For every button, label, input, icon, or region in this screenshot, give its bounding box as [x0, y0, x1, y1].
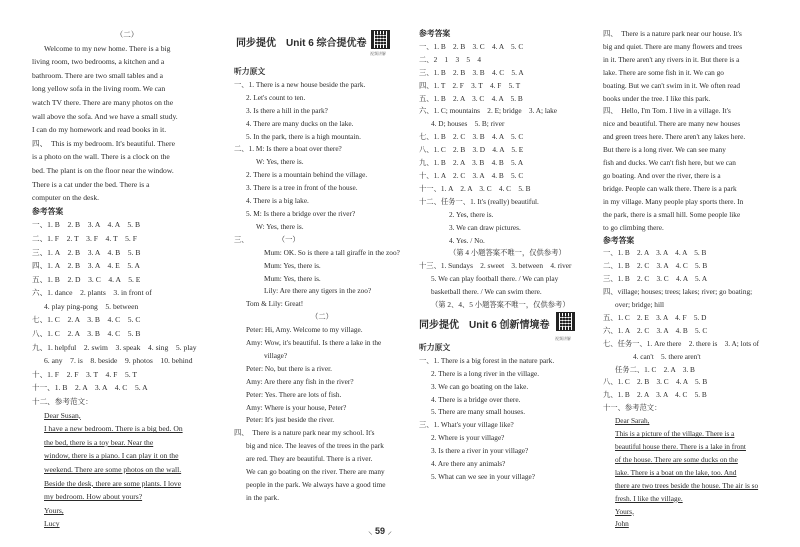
answer-line: 6. any 7. is 8. beside 9. photos 10. behind [44, 356, 193, 366]
text-line: big and quiet. There are many flowers and trees [603, 41, 743, 51]
letter-line: I have a new bedroom. There is a big bed. On [44, 424, 183, 434]
letter-line: John [615, 519, 629, 529]
text-line: bridge. People can walk there. There is a park [603, 183, 737, 193]
text-line: 5. What can we see in your village? [431, 472, 536, 481]
column-3 [419, 28, 595, 484]
text-line: nice and beautiful. There are many new houses [603, 119, 741, 129]
text-line: computer on the desk. [32, 193, 100, 203]
listening-heading: 听力原文 [419, 342, 451, 352]
letter-line: beautiful house there. There is a lake in front [615, 442, 746, 451]
column-2 [234, 66, 410, 505]
text-line: 一、1. There is a big forest in the nature park. [419, 355, 555, 365]
column-4 [603, 28, 779, 531]
answer-line: 七、1. C 2. A 3. B 4. C 5. C [32, 315, 141, 325]
answer-line: 九、1. helpful 2. swim 3. speak 4. sing 5. play [32, 342, 197, 352]
text-line: lake. There are some fish in it. We can go [603, 67, 724, 77]
answer-line: 五、1. B 2. A 3. C 4. A 5. B [419, 93, 523, 103]
answer-line: 八、1. C 2. B 3. C 4. A 5. B [603, 377, 708, 387]
answer-line: 四、village; houses; trees; lakes; river; go boating; [603, 287, 753, 297]
column-1 [32, 28, 222, 531]
qr-code-icon[interactable] [556, 312, 575, 331]
passage-number: （二） [115, 30, 139, 39]
page-number-value: 59 [375, 526, 386, 536]
text-line: Mum: Yes, there is. [264, 260, 321, 270]
text-line: W: Yes, there is. [256, 221, 304, 231]
text-line: people in the park. We always have a good time [246, 480, 386, 489]
answer-line: 六、1. C; mountains 2. E; bridge 3. A; lake [419, 106, 558, 116]
answer-note: （第 4 小题答案不唯一，仅供参考） [449, 248, 566, 258]
text-line: and green trees here. There aren't any lakes here. [603, 132, 746, 142]
text-line: in the park. [246, 492, 280, 502]
text-line: Amy: Wow, it's beautiful. Is there a lake in the [246, 338, 382, 348]
section-header [419, 312, 595, 342]
text-line: 三、 （一） [234, 234, 300, 244]
text-line: living room, two bedrooms, a kitchen and a [32, 57, 165, 67]
text-line: But there is a long river. We can see many [603, 145, 726, 155]
answer-line: 任务二、1. C 2. A 3. B [615, 364, 695, 374]
text-line: There is a cat under the bed. There is a [32, 179, 150, 189]
text-line: in my village. Many people play sports there. In [603, 196, 744, 206]
answer-line: 三、1. B 2. C 3. C 4. A 5. A [603, 274, 708, 284]
page-number-mark-right: ⸝ [385, 526, 393, 536]
text-line: 3. There is a tree in front of the house. [246, 183, 358, 193]
text-line: Lily: Are there any tigers in the zoo? [264, 286, 372, 296]
text-line: 4. There is a big lake. [246, 196, 309, 206]
answer-line: 三、1. A 2. B 3. A 4. B 5. B [32, 247, 141, 257]
text-line: Amy: Where is your house, Peter? [246, 402, 347, 412]
answer-line: 五、1. B 2. D 3. C 4. A 5. E [32, 274, 141, 284]
text-line: watch TV there. There are many photos on the [32, 97, 174, 107]
text-line: 2. There is a long river in the village. [431, 368, 540, 378]
text-line: long yellow sofa in the living room. We can [32, 84, 166, 94]
text-line: Peter: No, but there is a river. [246, 363, 332, 373]
answer-line: 一、1. B 2. A 3. A 4. A 5. B [603, 248, 707, 258]
text-line: fish and ducks. We can't fish here, but we can [603, 158, 736, 168]
text-line: W: Yes, there is. [256, 157, 304, 167]
text-line: big and nice. The leaves of the trees in the park [246, 441, 384, 451]
answer-line: 一、1. B 2. B 3. A 4. A 5. B [32, 220, 141, 230]
text-line: 一、1. There is a new house beside the park. [234, 79, 366, 89]
answer-line: 4. play ping-pong 5. between [44, 301, 139, 311]
answer-line: 二、2 1 3 5 4 [419, 54, 482, 64]
letter-line: window, there is a piano. I can play it on the [44, 451, 179, 461]
text-line: 二、1. M: Is there a boat over there? [234, 144, 342, 154]
answer-note: （第 2、4、5 小题答案不唯一，仅供参考） [431, 300, 570, 310]
letter-line: Dear Susan, [44, 410, 81, 420]
answer-line: basketball there. / We can swim there. [431, 287, 542, 297]
text-line: bed. The plant is on the floor near the window. [32, 165, 174, 175]
text-line: go boating. And over the river, there is a [603, 170, 721, 180]
page-number-mark-left: ⸜ [368, 526, 376, 536]
text-line: 3. We can go boating on the lake. [431, 381, 529, 391]
text-line: to go climbing there. [603, 222, 664, 232]
letter-line: This is a picture of the village. There is a [615, 429, 735, 439]
answer-line: 十一、参考范文： [603, 403, 662, 413]
answer-line: 十、1. F 2. F 3. T 4. F 5. T [32, 369, 138, 379]
text-line: Amy: Are there any fish in the river? [246, 376, 354, 386]
answer-line: 四、1. A 2. B 3. A 4. E 5. A [32, 261, 141, 271]
text-line: 4. There is a bridge over there. [431, 394, 521, 404]
letter-line: Dear Sarah, [615, 416, 650, 426]
text-line: 四、 There is a nature park near our house. It's [603, 29, 742, 38]
answer-line: 一、1. B 2. B 3. C 4. A 5. C [419, 41, 524, 51]
answer-line: 4. can't 5. there aren't [633, 351, 701, 361]
text-line: wall above the sofa. And we have a small study. [32, 111, 178, 121]
answer-line: over; bridge; hill [615, 300, 665, 310]
text-line: are red. They are beautiful. There is a river. [246, 454, 373, 464]
text-line: 5. There are many small houses. [431, 407, 526, 417]
text-line: Peter: Hi, Amy. Welcome to my village. [246, 325, 363, 335]
answer-line: 4. D; houses 5. B; river [431, 119, 505, 129]
answer-key-heading: 参考答案 [419, 29, 451, 38]
text-line: 2. Let's count to ten. [246, 92, 306, 102]
text-line: 4. Are there any animals? [431, 459, 506, 469]
text-line: 3. Is there a hill in the park? [246, 105, 328, 115]
qr-code-icon[interactable] [371, 30, 390, 49]
answer-line: 十、1. A 2. C 3. A 4. B 5. C [419, 170, 524, 180]
text-line: Mum: Yes, there is. [264, 273, 321, 283]
text-line: boating. But we can't swim in it. We often read [603, 80, 740, 90]
text-line: the park, there is a small hill. Some people like [603, 209, 741, 219]
answer-key-heading: 参考答案 [32, 206, 64, 216]
passage-number: （二） [311, 312, 333, 322]
letter-line: lake. There is a boat on the lake, too. And [615, 467, 737, 477]
text-line: 2. Where is your village? [431, 433, 505, 443]
answer-line: 八、1. C 2. A 3. B 4. C 5. B [32, 329, 141, 339]
letter-line: my bedroom. How about yours? [44, 492, 143, 502]
answer-key-heading: 参考答案 [603, 235, 635, 245]
answer-line: 九、1. B 2. A 3. B 4. B 5. A [419, 158, 524, 168]
answer-line: 七、1. B 2. C 3. B 4. A 5. C [419, 132, 524, 142]
answer-line: 二、1. B 2. C 3. A 4. C 5. B [603, 261, 708, 271]
text-line: Peter: Yes. There are lots of fish. [246, 389, 342, 399]
answer-line: 5. We can play football there. / We can play [431, 274, 559, 284]
text-line: 四、 This is my bedroom. It's beautiful. There [32, 138, 175, 148]
section-title: 同步提优 Unit 6 创新情境卷 [419, 319, 550, 331]
answer-line: 十三、1. Sundays 2. sweet 3. between 4. river [419, 261, 572, 271]
answer-line: 四、1. T 2. F 3. T 4. F 5. T [419, 80, 521, 90]
text-line: 四、 Hello, I'm Tom. I live in a village. It's [603, 106, 731, 116]
text-line: 5. M: Is there a bridge over the river? [246, 208, 356, 218]
text-line: bathroom. There are two small tables and a [32, 70, 164, 80]
letter-line: of the house. There are some ducks on the [615, 454, 738, 464]
text-line: Peter: It's just beside the river. [246, 415, 335, 425]
text-line: Mum: OK. So is there a tall giraffe in the zoo? [264, 247, 400, 257]
answer-line: 二、1. F 2. T 3. F 4. T 5. F [32, 233, 137, 243]
letter-line: there are two trees beside the house. The air is so [615, 480, 759, 490]
answer-line: 八、1. C 2. B 3. D 4. A 5. E [419, 145, 524, 155]
answer-line: 2. Yes, there is. [449, 209, 494, 219]
answer-line: 4. Yes. / No. [449, 235, 485, 245]
text-line: in it. There aren't any rivers in it. But there is a [603, 54, 740, 64]
qr-caption: 视频讲解 [555, 335, 571, 341]
text-line: Welcome to my new home. There is a big [44, 43, 171, 53]
text-line: is a photo on the wall. There is a clock on the [32, 152, 170, 162]
answer-line: 十二、参考范文： [32, 397, 93, 407]
letter-line: the bed, there is a toy bear. Near the [44, 437, 154, 447]
text-line: 三、1. What's your village like? [419, 420, 514, 430]
answer-line: 六、1. dance 2. plants 3. in front of [32, 288, 152, 298]
letter-line: Yours, [615, 506, 634, 516]
letter-line: weekend. There are some photos on the wall. [44, 465, 182, 474]
letter-line: fresh. I like the village. [615, 493, 683, 503]
answer-line: 三、1. B 2. B 3. B 4. C 5. A [419, 67, 524, 77]
answer-line: 五、1. C 2. E 3. A 4. F 5. D [603, 312, 707, 322]
text-line: 2. There is a mountain behind the village. [246, 170, 368, 180]
text-line: Tom & Lily: Great! [246, 299, 304, 309]
text-line: 3. Is there a river in your village? [431, 446, 529, 456]
answer-line: 七、任务一、1. Are there 2. there is 3. A; lots of [603, 338, 760, 348]
text-line: 4. There are many ducks on the lake. [246, 118, 354, 128]
text-line: I can do my homework and read books in it. [32, 125, 167, 135]
answer-line: 十一、1. A 2. A 3. C 4. C 5. B [419, 183, 531, 193]
text-line: village? [264, 350, 288, 360]
section-title: 同步提优 Unit 6 综合提优卷 [236, 38, 367, 49]
text-line: We can go boating on the river. There are many [246, 467, 385, 477]
answer-line: 3. We can draw pictures. [449, 222, 521, 232]
text-line: books under the tree. I like this park. [603, 93, 711, 103]
answer-line: 六、1. A 2. C 3. A 4. B 5. C [603, 325, 708, 335]
answer-line: 十一、1. B 2. A 3. A 4. C 5. A [32, 383, 148, 393]
answer-line: 九、1. B 2. A 3. A 4. C 5. B [603, 390, 707, 400]
qr-caption: 视频讲解 [370, 51, 386, 56]
page-number [368, 524, 392, 537]
answer-line: 十二、任务一、1. It's (really) beautiful. [419, 196, 539, 206]
letter-line: Lucy [44, 519, 60, 529]
text-line: 5. In the park, there is a high mountain. [246, 131, 361, 141]
listening-heading: 听力原文 [234, 67, 266, 76]
text-line: 四、 There is a nature park near my school. It's [234, 428, 375, 438]
letter-line: Yours, [44, 505, 64, 515]
letter-line: Beside the desk, there are some plants. I love [44, 478, 182, 488]
